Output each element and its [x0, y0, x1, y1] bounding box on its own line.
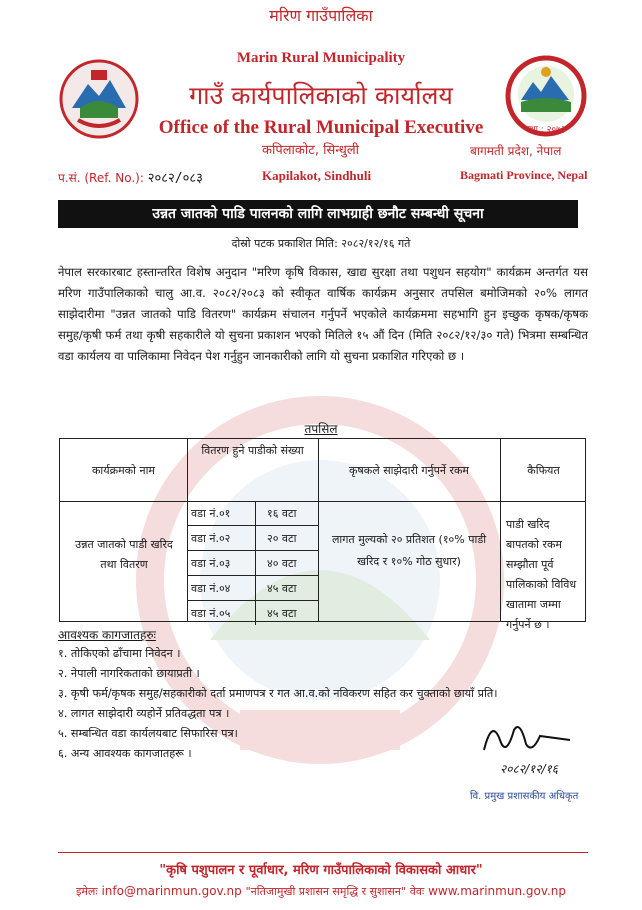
table-row — [187, 576, 318, 601]
published-date: दोस्रो पटक प्रकाशित मिति: २०८२/१२/१६ गते — [231, 237, 411, 250]
header-distribution: वितरण हुने पाडीको संख्या — [201, 444, 304, 457]
ward-count: ४५ वटा — [267, 582, 297, 595]
office-name-english: Office of the Rural Municipal Executive — [158, 117, 484, 138]
email-link[interactable]: info@marinmun.gov.np — [101, 884, 242, 898]
document-item: ३. कृषी फर्म/कृषक समुह/सहकारीको दर्ता प्रमाणपत्र र गत आ.व.को नविकरण सहित कर चुक्ताको छायाँ प्रति। — [58, 687, 498, 700]
required-documents-title: आवश्यक कागजातहरुः — [58, 628, 156, 642]
document-item: २. नेपाली नागरिकताको छायाप्रती । — [58, 667, 200, 680]
ward-label: वडा नं.०२ — [191, 532, 231, 545]
distribution-table — [59, 438, 586, 631]
program-name: उन्नत जातको पाडी खरिद तथा वितरण — [75, 538, 173, 571]
table-title: तपसिल — [304, 422, 338, 436]
header-cost-share: कृषकले साझेदारी गर्नुपर्ने रकम — [348, 463, 470, 477]
document-item: १. तोकिएको ढाँचामा निवेदन । — [58, 647, 181, 660]
ward-count: २० वटा — [267, 532, 297, 545]
document-item: ६. अन्य आवश्यक कागजातहरू । — [58, 747, 192, 760]
address-english: Kapilakot, Sindhuli — [262, 168, 372, 183]
ward-label: वडा नं.०१ — [191, 507, 231, 520]
table-row — [187, 551, 318, 576]
document-item: ४. लागत साझेदारी व्यहोर्ने प्रतिवद्धता पत्र । — [58, 707, 230, 720]
org-name-english: Marin Rural Municipality — [236, 50, 406, 66]
address-nepali: कपिलाकोट, सिन्धुली — [262, 143, 360, 158]
document-item: ५. सम्बन्धित वडा कार्यलयबाट सिफारिस पत्र। — [58, 727, 238, 740]
ward-label: वडा नं.०५ — [191, 607, 231, 620]
ward-label: वडा नं.०४ — [191, 582, 231, 595]
footer-motto: "नतिजामुखी प्रशासन समृद्धि र सुशासन" — [245, 885, 406, 898]
ward-count: ४५ वटा — [267, 607, 297, 620]
ward-count: ४० वटा — [267, 557, 297, 570]
ward-rows — [187, 501, 318, 625]
table-row — [187, 526, 318, 551]
footer-slogan: "कृषि पशुपालन र पूर्वाधार, मरिण गाउँपालिकाको विकासको आधार" — [159, 863, 483, 878]
website-link[interactable]: www.marinmun.gov.np — [428, 884, 567, 898]
org-name-nepali: मरिण गाउँपालिका — [269, 6, 373, 25]
reference-number — [58, 168, 203, 186]
signature-block — [470, 710, 600, 810]
ward-label: वडा नं.०३ — [191, 557, 231, 570]
office-name-nepali: गाउँ कार्यपालिकाको कार्यालय — [189, 81, 453, 110]
email-label: इमेलः — [75, 885, 98, 898]
province-english: Bagmati Province, Nepal — [460, 168, 588, 182]
ref-label: प.सं. (Ref. No.): — [58, 171, 144, 185]
header-remarks: कैफियत — [527, 463, 560, 477]
web-label: वेवः — [409, 885, 425, 898]
table-row — [187, 501, 318, 526]
ref-value: २०८२/०८३ — [147, 171, 203, 186]
emblem-established-text: स्था.: २०७३ — [526, 125, 566, 135]
table-row — [187, 601, 318, 625]
cost-share-text: लागत मुल्यको २० प्रतिशत (१०% पाडी खरिद र १०% गोठ सुधार) — [331, 533, 487, 568]
ward-count: १६ वटा — [267, 507, 297, 520]
signature-date: २०८२/१२/१६ — [500, 762, 559, 776]
notice-body: नेपाल सरकारबाट हस्तान्तरित विशेष अनुदान "मरिण कृषि विकास, खाद्य सुरक्षा तथा पशुधन सहयोग" कार्यक्रम अन्तर्गत यस मरिण गाउँपालिकाको चालु आ.व. २०८२/२०८३ को स्वीकृत वार्षिक कार्यक्रम अनुसार तपसिल बमोजिमको २०% लागत साझेदारीमा "उन्नत जातको पाडि वितरण" कार्यक्रम संचालन गर्नुपर्ने भएकोले कार्यक्रममा सहभागि हुन इच्छुक कृषक/कृषक समुह/कृषी फर्म तथा कृषी सहकारीले यो सुचना प्रकाशन भएको मितिले १५ औं दिन (मिति २०८२/१२/३० गते) भित्रमा सम्बन्धित वडा कार्यलय वा पालिकामा निवेदन पेश गर्नुहुन जानकारीको लागि यो सुचना प्रकाशित गरिएको छ । — [58, 265, 588, 363]
signatory-title: वि. प्रमुख प्रशासकीय अधिकृत — [470, 791, 579, 802]
notice-title-banner: उन्नत जातको पाडि पालनको लागि लाभग्राही छनौट सम्बन्धी सूचना — [58, 200, 578, 228]
header-program: कार्यक्रमको नाम — [91, 463, 156, 477]
footer-contact — [0, 884, 642, 899]
footer-divider — [58, 852, 588, 853]
province-nepali: बागमती प्रदेश, नेपाल — [470, 144, 562, 158]
remarks-text: पाडी खरिद बापतको रकम सम्झौता पूर्व पालिकाको विविध खातामा जम्मा गर्नुपर्ने छ । — [506, 518, 577, 631]
